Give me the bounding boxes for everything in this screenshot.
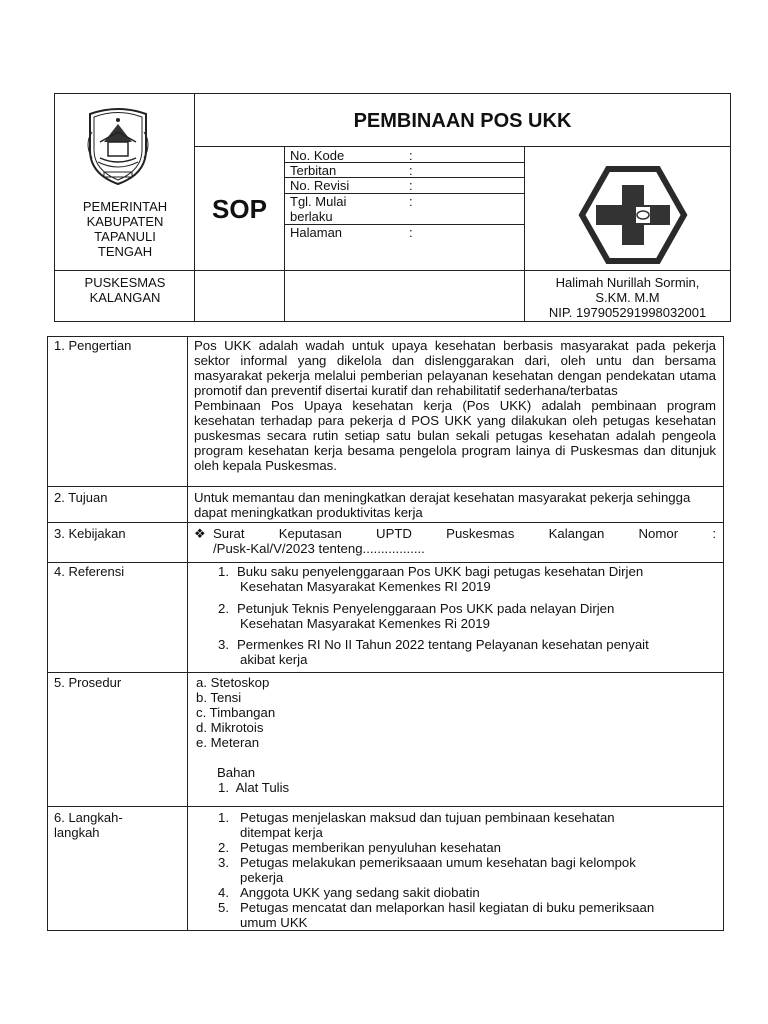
- signatory-name: Halimah Nurillah Sormin,: [555, 275, 700, 290]
- meta-label-kode: No. Kode: [290, 148, 345, 163]
- prosedur-item: c. Timbangan: [196, 705, 276, 720]
- meta-value-terbitan: :: [409, 163, 413, 178]
- prosedur-item: e. Meteran: [196, 735, 260, 750]
- puskesmas-name: PUSKESMAS KALANGAN: [84, 275, 166, 305]
- langkah-item: 1. Petugas menjelaskan maksud dan tujuan pembinaan kesehatan ditempat kerja: [218, 810, 615, 840]
- referensi-item: 1. Buku saku penyelenggaraan Pos UKK bagi petugas kesehatan Dirjen Kesehatan Masyarakat Kemenkes RI 2019: [218, 564, 644, 594]
- langkah-item: 5. Petugas mencatat dan melaporkan hasil kegiatan di buku pemeriksaan umum UKK: [218, 900, 655, 930]
- langkah-item: 4. Anggota UKK yang sedang sakit diobatin: [218, 885, 480, 900]
- row-label-langkah: 6. Langkah- langkah: [54, 810, 123, 840]
- row-label-kebijakan: 3. Kebijakan: [54, 526, 126, 541]
- sop-label: SOP: [212, 194, 267, 224]
- document-title: PEMBINAAN POS UKK: [353, 110, 572, 132]
- meta-value-halaman: :: [409, 225, 413, 240]
- row-label-pengertian: 1. Pengertian: [54, 338, 132, 353]
- referensi-list: [194, 564, 716, 669]
- pengertian-text: [194, 338, 716, 473]
- meta-value-tgl: :: [409, 194, 413, 209]
- bahan-label: Bahan: [217, 765, 256, 780]
- meta-label-revisi: No. Revisi: [290, 178, 350, 193]
- kebijakan-bullet-icon: ❖: [194, 526, 206, 541]
- langkah-item: 2. Petugas memberikan penyuluhan kesehatan: [218, 840, 501, 855]
- signatory-block: [525, 275, 730, 320]
- tujuan-text: Untuk memantau dan meningkatkan derajat kesehatan masyarakat pekerja sehingga dapat meningkatkan produktivitas kerja: [194, 490, 691, 520]
- referensi-item: 2. Petunjuk Teknis Penyelenggaraan Pos UKK pada nelayan Dirjen Kesehatan Masyarakat Kemenkes Ri 2019: [218, 601, 615, 631]
- bahan-item: 1. Alat Tulis: [218, 780, 290, 795]
- meta-label-halaman: Halaman: [290, 225, 343, 240]
- government-name: PEMERINTAH KABUPATEN TAPANULI TENGAH: [82, 199, 168, 259]
- kebijakan-line-1: Surat Keputasan UPTD Puskesmas Kalangan Nomor :: [213, 526, 716, 541]
- langkah-list: [194, 810, 716, 930]
- puskesmas-logo-icon: [578, 165, 688, 265]
- row-label-prosedur: 5. Prosedur: [54, 675, 122, 690]
- referensi-item: 3. Permenkes RI No II Tahun 2022 tentang Pelayanan kesehatan penyait akibat kerja: [218, 637, 649, 667]
- pengertian-paragraph-1: Pos UKK adalah wadah untuk upaya kesehatan berbasis masyarakat pada pekerja sektor informal yang dikelola dan dislenggarakan dari, oleh untu dan bersama masyarakat pekerja melalui pemberian pelayanan kesehatan dengan pendekatan utama promotif dan preventif disertai kuratif dan rehabilitatif sederhana/terbatas: [194, 338, 716, 398]
- prosedur-list: [196, 675, 716, 750]
- kebijakan-line-2: /Pusk-Kal/V/2023 tenteng.................: [213, 541, 425, 556]
- langkah-item: 3. Petugas melakukan pemeriksaaan umum kesehatan bagi kelompok pekerja: [218, 855, 636, 885]
- meta-value-revisi: :: [409, 178, 413, 193]
- pengertian-paragraph-2: Pembinaan Pos Upaya kesehatan kerja (Pos UKK) adalah pembinaan program kesehatan terhadap para pekerja d POS UKK yang dilakukan oleh petugas kesehatan puskesmas secara rutin setiap satu bulan sekali petugas kesehatan adalah pengeola program kesehatan kerja besama pengelola program lainya di Puskesmas dan ditunjuk oleh kepala Puskesmas.: [194, 398, 716, 473]
- signatory-degree: S.KM. M.M: [595, 290, 660, 305]
- prosedur-item: a. Stetoskop: [196, 675, 270, 690]
- row-label-tujuan: 2. Tujuan: [54, 490, 108, 505]
- prosedur-item: d. Mikrotois: [196, 720, 264, 735]
- government-emblem-icon: [76, 102, 160, 188]
- signatory-nip: NIP. 197905291998032001: [548, 305, 707, 320]
- meta-label-terbitan: Terbitan: [290, 163, 337, 178]
- meta-value-kode: :: [409, 148, 413, 163]
- row-label-referensi: 4. Referensi: [54, 564, 125, 579]
- prosedur-item: b. Tensi: [196, 690, 242, 705]
- meta-label-tgl: Tgl. Mulai berlaku: [290, 194, 347, 224]
